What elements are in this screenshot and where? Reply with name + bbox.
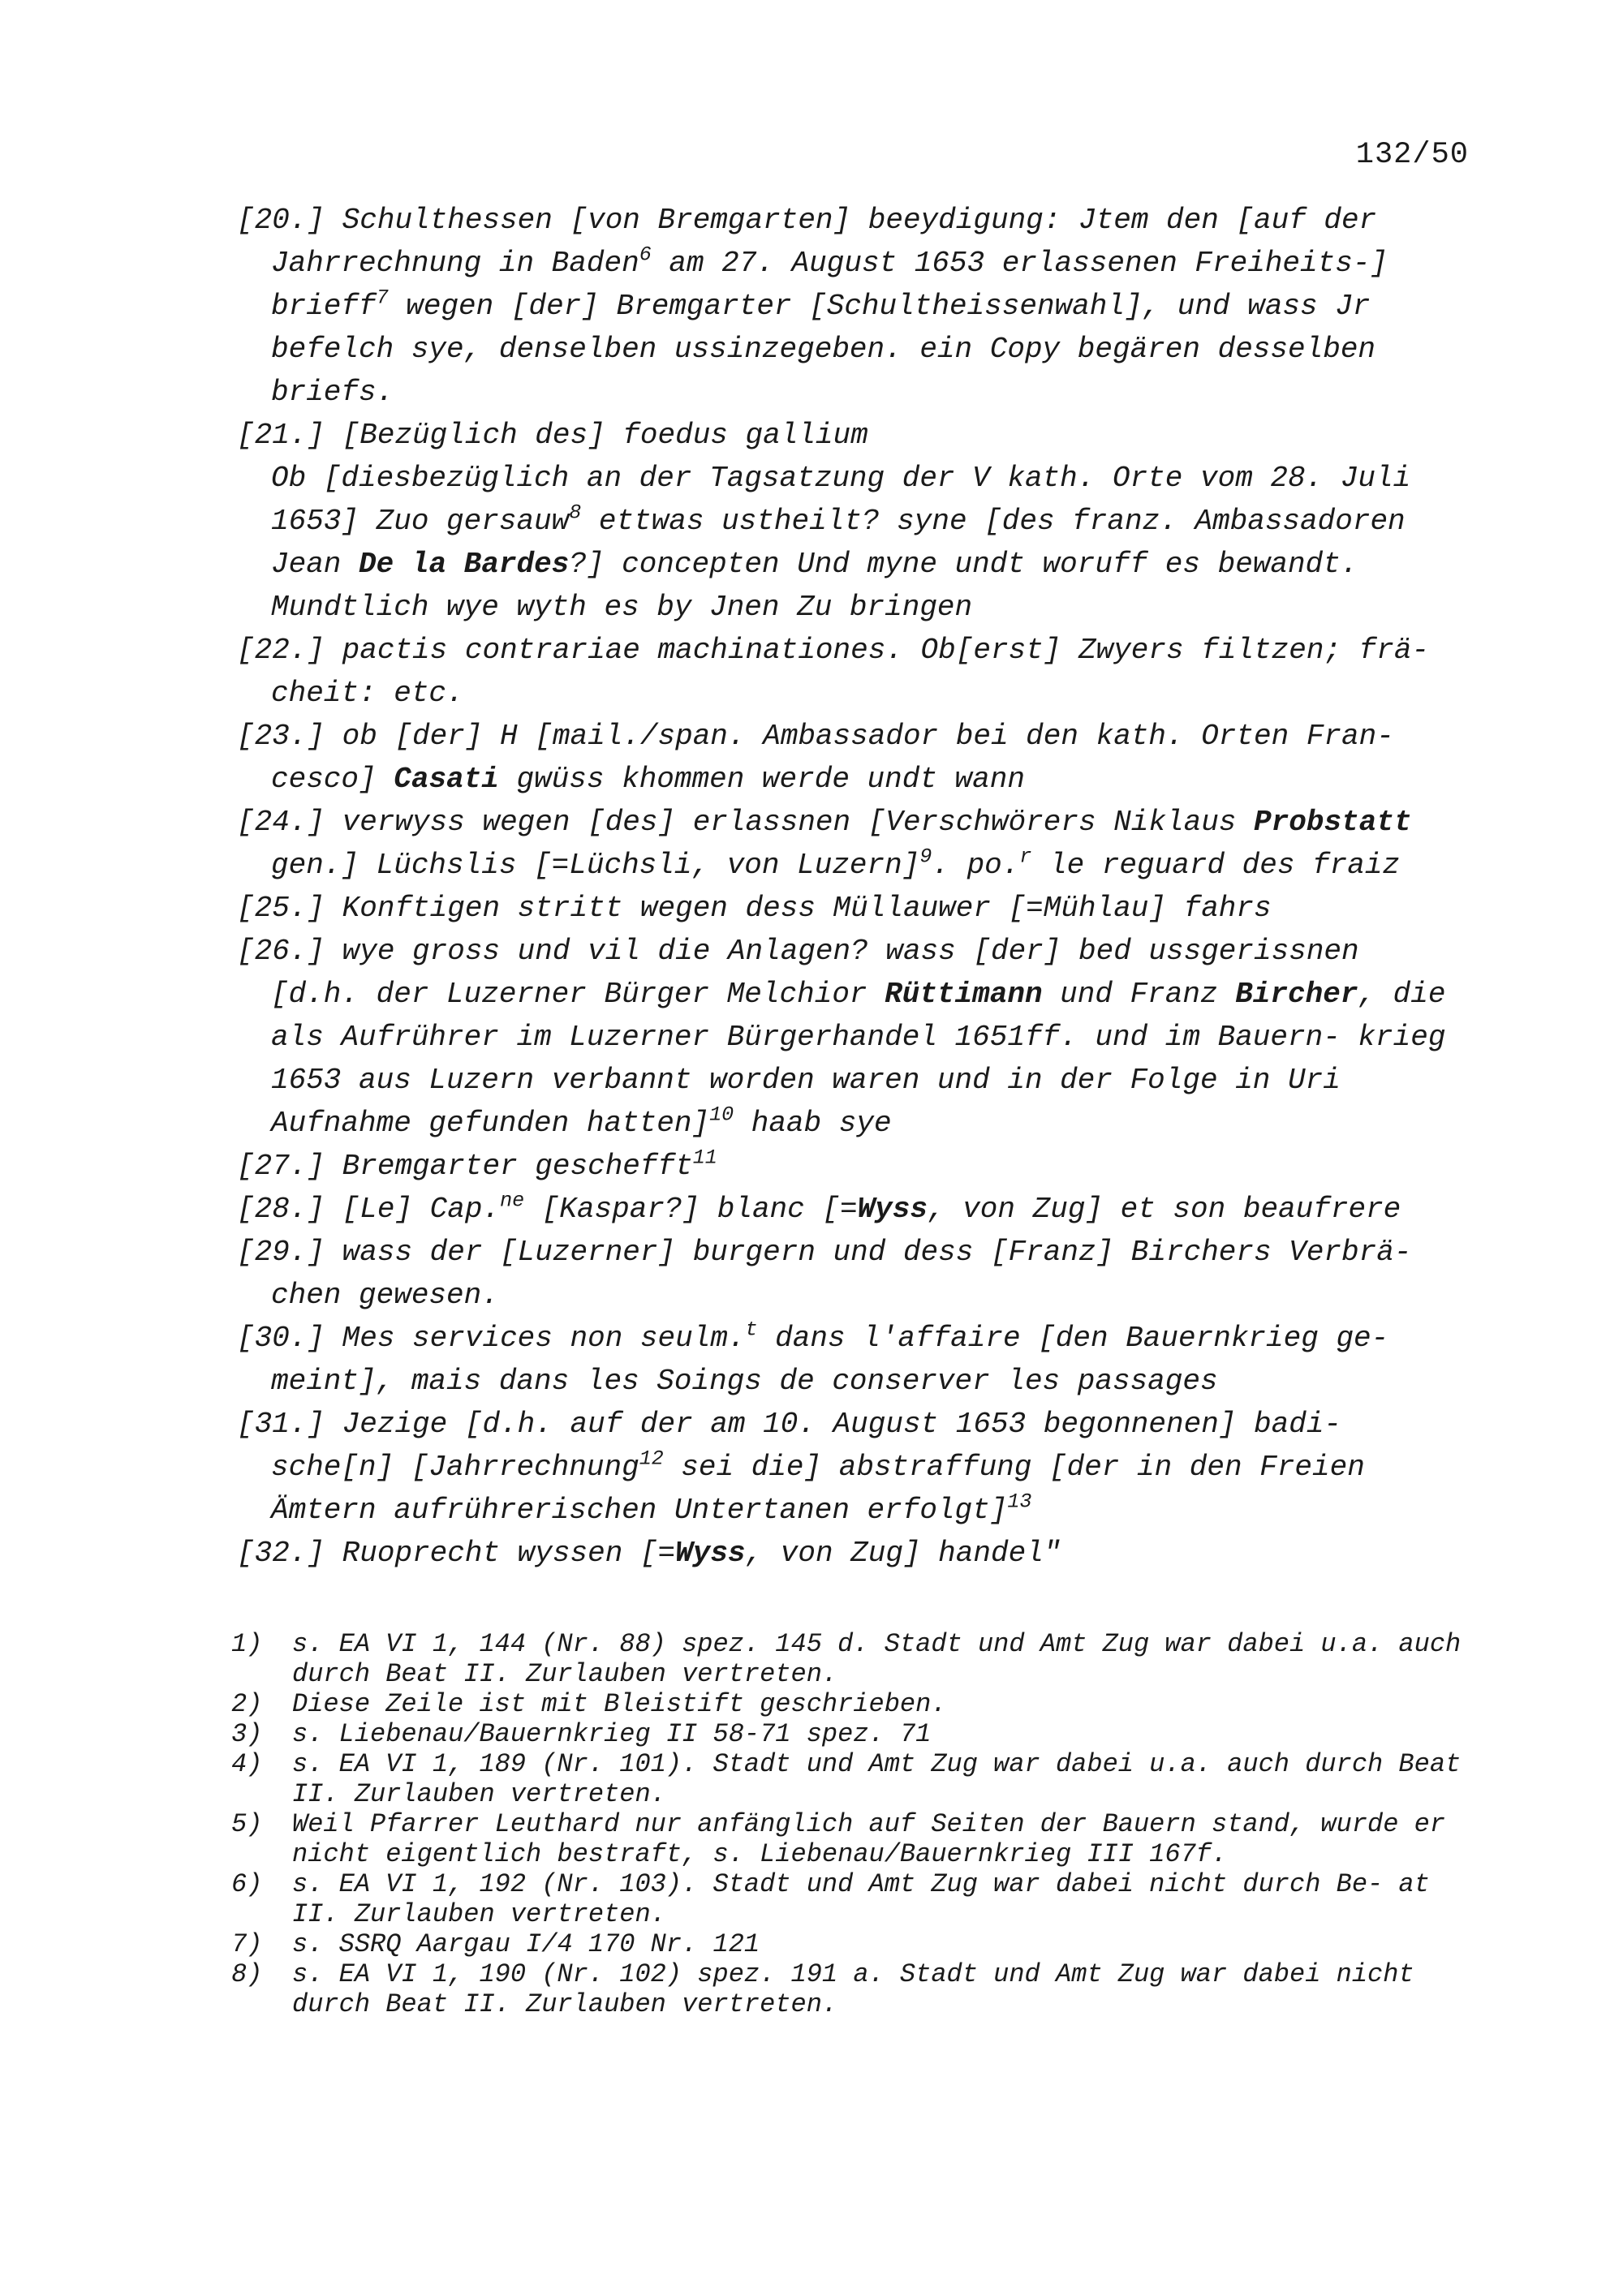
entry-text: [Le] Cap. bbox=[325, 1193, 501, 1226]
entry-text: pactis contrariae machinationes. Ob[erst] Zwyers filtzen; frä- cheit: etc. bbox=[271, 634, 1430, 710]
entry-text: sei die] abstraffung [der in den Freien Ämtern aufrührerischen Untertanen erfolgt] bbox=[271, 1451, 1365, 1527]
person-name: De la Bardes bbox=[359, 548, 570, 581]
person-name: Wyss bbox=[857, 1193, 928, 1226]
entry-text: gen.] Lüchslis [=Lüchsli, von Luzern] bbox=[271, 849, 920, 882]
entry-text: , von Zug] handel" bbox=[745, 1537, 1061, 1570]
entry-text: wass der [Luzerner] burgern und dess [Franz] Birchers Verbrä- chen gewesen. bbox=[271, 1236, 1412, 1312]
footnote-number: 4) bbox=[231, 1749, 263, 1779]
footnote-ref: 7 bbox=[376, 286, 389, 310]
footnote-ref: t bbox=[745, 1318, 758, 1342]
entry bbox=[237, 887, 1454, 930]
footnote bbox=[231, 1809, 1481, 1869]
footnote-number: 1) bbox=[231, 1629, 263, 1659]
entry-text: . po. bbox=[932, 849, 1020, 882]
entry bbox=[237, 1145, 1454, 1188]
person-name: Probstatt bbox=[1254, 806, 1412, 839]
entry-text: Bremgarter geschefft bbox=[325, 1150, 693, 1183]
footnote-text: s. EA VI 1, 144 (Nr. 88) spez. 145 d. Stadt und Amt Zug war dabei u.a. auch durch Beat II. Zurlauben vertreten. bbox=[292, 1629, 1462, 1689]
entry-text: Jezige [d.h. auf der am 10. August 1653 begonnenen] badi- sche[n] [Jahrrechnung bbox=[271, 1408, 1342, 1484]
person-name: Wyss bbox=[675, 1537, 746, 1570]
entry-number: [30.] bbox=[237, 1322, 325, 1355]
footnote bbox=[231, 1749, 1481, 1809]
entry-text: le reguard des fraiz bbox=[1031, 849, 1401, 882]
entry bbox=[237, 801, 1454, 887]
entry-text: und Franz bbox=[1042, 978, 1236, 1011]
entry-text: [Bezüglich des] foedus gallium bbox=[325, 419, 868, 452]
footnote-ref: 9 bbox=[919, 845, 932, 869]
entry-number: [20.] bbox=[237, 204, 325, 237]
entry-text: , die als Aufrührer im Luzerner Bürgerhandel 1651ff. und im Bauern- krieg 1653 aus Luzern verbannt worden waren und in der Folge in Uri Aufnahme gefunden hatten] bbox=[271, 978, 1446, 1140]
entry bbox=[237, 715, 1454, 801]
entry bbox=[237, 1317, 1454, 1403]
footnote-number: 8) bbox=[231, 1959, 263, 1989]
footnote-number: 2) bbox=[231, 1689, 263, 1719]
footnote-text: s. Liebenau/Bauernkrieg II 58-71 spez. 71 bbox=[292, 1719, 932, 1749]
footnote-ref: 6 bbox=[639, 243, 652, 267]
entry-number: [28.] bbox=[237, 1193, 325, 1226]
page-number: 132/50 bbox=[1355, 138, 1469, 172]
footnote bbox=[231, 1689, 1481, 1719]
footnote-ref: ne bbox=[500, 1189, 525, 1213]
footnote-ref: r bbox=[1019, 845, 1032, 869]
entry-text: dans l'affaire [den Bauernkrieg ge- meint], mais dans les Soings de conserver les passages bbox=[271, 1322, 1389, 1398]
footnote-ref: 10 bbox=[709, 1103, 734, 1127]
entry-text: Ob [diesbezüglich an der Tagsatzung der V kath. Orte vom 28. Juli 1653] Zuo gersauw bbox=[271, 462, 1411, 538]
footnote-ref: 11 bbox=[692, 1146, 717, 1170]
footnote bbox=[231, 1719, 1481, 1749]
footnote-text: s. SSRQ Aargau I/4 170 Nr. 121 bbox=[292, 1929, 760, 1959]
footnote bbox=[231, 1929, 1481, 1959]
entry-number: [27.] bbox=[237, 1150, 325, 1183]
entry-text: , von Zug] et son beaufrere bbox=[927, 1193, 1401, 1226]
entry-number: [22.] bbox=[237, 634, 325, 667]
footnote-number: 7) bbox=[231, 1929, 263, 1959]
entry-text: wegen [der] Bremgarter [Schultheissenwahl], und wass Jr befelch sye, denselben ussinzegeben. ein Copy begären desselben briefs. bbox=[271, 290, 1376, 409]
footnote-ref: 12 bbox=[639, 1447, 664, 1471]
entry-number: [29.] bbox=[237, 1236, 325, 1269]
entry-number: [31.] bbox=[237, 1408, 325, 1441]
footnote-number: 5) bbox=[231, 1809, 263, 1839]
entry bbox=[237, 199, 1454, 414]
footnote-text: Weil Pfarrer Leuthard nur anfänglich auf Seiten der Bauern stand, wurde er nicht eigentlich bestraft, s. Liebenau/Bauernkrieg III 167f. bbox=[292, 1809, 1446, 1869]
entry bbox=[237, 414, 1454, 629]
entry-text: Ruoprecht wyssen [= bbox=[325, 1537, 676, 1570]
entry bbox=[237, 1231, 1454, 1317]
entry-text: verwyss wegen [des] erlassnen [Verschwörers Niklaus bbox=[325, 806, 1255, 839]
footnote bbox=[231, 1869, 1481, 1929]
entry-number: [24.] bbox=[237, 806, 325, 839]
entry-text: am 27. August 1653 erlassenen Freiheits-] brieff bbox=[271, 247, 1388, 323]
footnotes bbox=[231, 1629, 1481, 2019]
entry-text: [Kaspar?] blanc [= bbox=[524, 1193, 858, 1226]
entry-number: [21.] bbox=[237, 419, 325, 452]
footnote bbox=[231, 1629, 1481, 1689]
entry-text: Konftigen stritt wegen dess Müllauwer [=Mühlau] fahrs bbox=[325, 892, 1272, 925]
footnote bbox=[231, 1959, 1481, 2019]
entry-number: [26.] bbox=[237, 935, 325, 968]
entry-number: [25.] bbox=[237, 892, 325, 925]
person-name: Casati bbox=[394, 763, 499, 796]
entry bbox=[237, 629, 1454, 715]
footnote-ref: 8 bbox=[569, 501, 582, 525]
entry bbox=[237, 930, 1454, 1145]
entry-text: ettwas ustheilt? syne [des franz. Ambassadoren Jean bbox=[271, 505, 1406, 581]
entry-text: wye gross und vil die Anlagen? wass [der] bed ussgerissnen [d.h. der Luzerner Bürger Melchior bbox=[271, 935, 1359, 1011]
person-name: Rüttimann bbox=[885, 978, 1043, 1011]
footnote-text: Diese Zeile ist mit Bleistift geschrieben. bbox=[292, 1689, 947, 1719]
entry bbox=[237, 1188, 1454, 1231]
person-name: Bircher bbox=[1235, 978, 1358, 1011]
footnote-ref: 13 bbox=[1007, 1490, 1032, 1514]
entry-text: Schulthessen [von Bremgarten] beeydigung: Jtem den [auf der Jahrrechnung in Baden bbox=[271, 204, 1377, 280]
footnote-number: 6) bbox=[231, 1869, 263, 1899]
entry-text: Mes services non seulm. bbox=[325, 1322, 746, 1355]
footnote-text: s. EA VI 1, 189 (Nr. 101). Stadt und Amt Zug war dabei u.a. auch durch Beat II. Zurlauben vertreten. bbox=[292, 1749, 1462, 1809]
footnote-text: s. EA VI 1, 190 (Nr. 102) spez. 191 a. Stadt und Amt Zug war dabei nicht durch Beat II. Zurlauben vertreten. bbox=[292, 1959, 1414, 2019]
footnote-text: s. EA VI 1, 192 (Nr. 103). Stadt und Amt Zug war dabei nicht durch Be- at II. Zurlauben vertreten. bbox=[292, 1869, 1430, 1929]
footnote-number: 3) bbox=[231, 1719, 263, 1749]
entry-text: ob [der] H [mail./span. Ambassador bei den kath. Orten Fran- cesco] bbox=[271, 720, 1394, 796]
transcription-entries bbox=[237, 199, 1454, 1575]
entry-number: [23.] bbox=[237, 720, 325, 753]
entry-text: ?] concepten Und myne undt woruff es bewandt. Mundtlich wye wyth es by Jnen Zu bringen bbox=[271, 548, 1358, 624]
entry bbox=[237, 1532, 1454, 1575]
entry-text: haab sye bbox=[734, 1107, 892, 1140]
entry-number: [32.] bbox=[237, 1537, 325, 1570]
entry bbox=[237, 1403, 1454, 1532]
entry-text: gwüss khommen werde undt wann bbox=[498, 763, 1025, 796]
